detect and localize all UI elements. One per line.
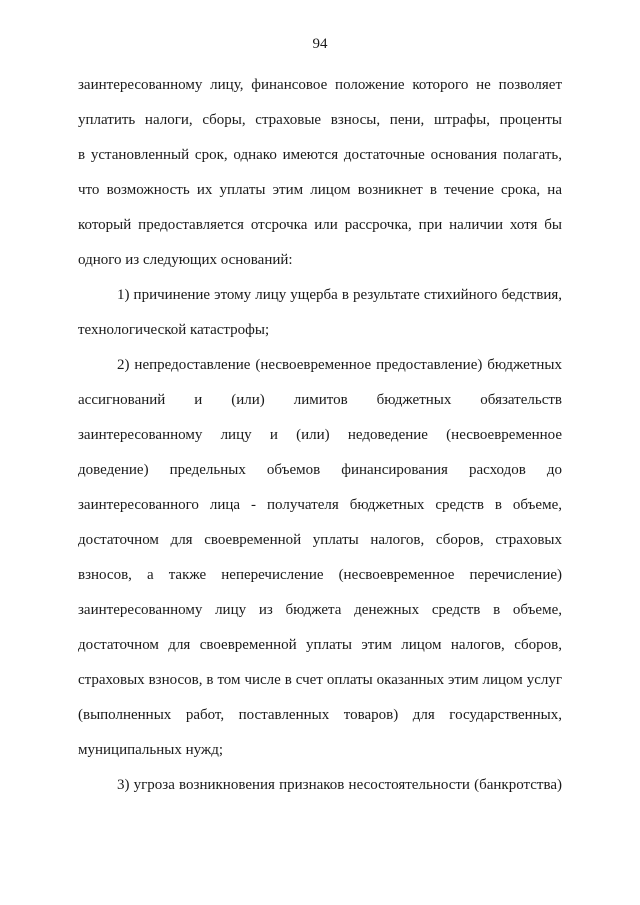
text-line: заинтересованному лицу и (или) недоведение (несвоевременное bbox=[78, 427, 562, 443]
text-line: страховых взносов, в том числе в счет оплаты оказанных этим лицом услуг bbox=[78, 672, 562, 688]
page-number: 94 bbox=[312, 36, 328, 52]
text-line: взносов, а также неперечисление (несвоевременное перечисление) bbox=[78, 567, 562, 583]
text-line: технологической катастрофы; bbox=[78, 322, 270, 338]
text-line: ассигнований и (или) лимитов бюджетных обязательств bbox=[78, 392, 562, 408]
text-line: заинтересованному лицу из бюджета денежных средств в объеме, bbox=[78, 602, 562, 618]
text-line: муниципальных нужд; bbox=[78, 742, 224, 758]
text-line: который предоставляется отсрочка или рассрочка, при наличии хотя бы bbox=[78, 217, 562, 233]
text-line: 1) причинение этому лицу ущерба в результате стихийного бедствия, bbox=[117, 287, 562, 303]
text-line: (выполненных работ, поставленных товаров) для государственных, bbox=[78, 707, 562, 723]
text-line: доведение) предельных объемов финансирования расходов до bbox=[78, 462, 562, 478]
text-line: 2) непредоставление (несвоевременное предоставление) бюджетных bbox=[117, 357, 562, 373]
text-line: в установленный срок, однако имеются достаточные основания полагать, bbox=[78, 147, 562, 163]
text-line: достаточном для своевременной уплаты налогов, сборов, страховых bbox=[78, 532, 562, 548]
text-line: достаточном для своевременной уплаты этим лицом налогов, сборов, bbox=[78, 637, 562, 653]
text-line: уплатить налоги, сборы, страховые взносы, пени, штрафы, проценты bbox=[78, 112, 562, 128]
text-line: 3) угроза возникновения признаков несостоятельности (банкротства) bbox=[117, 777, 562, 793]
text-line: заинтересованному лицу, финансовое положение которого не позволяет bbox=[78, 77, 562, 93]
text-line: заинтересованного лица - получателя бюджетных средств в объеме, bbox=[78, 497, 562, 513]
text-line: одного из следующих оснований: bbox=[78, 252, 293, 268]
text-line: что возможность их уплаты этим лицом возникнет в течение срока, на bbox=[78, 182, 562, 198]
